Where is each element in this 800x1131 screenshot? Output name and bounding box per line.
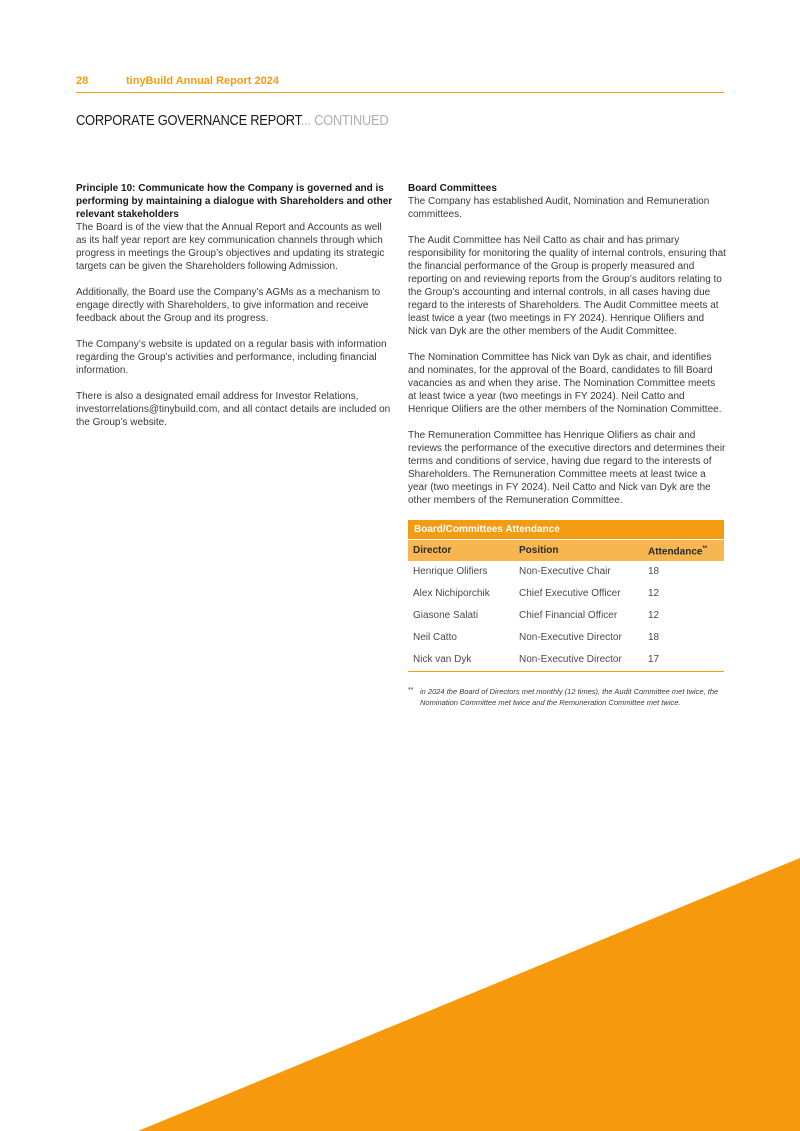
right-paragraph: The Nomination Committee has Nick van Dyk as chair, and identifies and nominates, for the approval of the Board, candidates to fill Board vacancies as and when they arise. The Nomination Committee meets at least twice a year (two meetings in FY 2024). Neil Catto and Henrique Olifiers are the other members of the Nomination Committee. bbox=[408, 352, 722, 415]
principle-10-heading: Principle 10: Communicate how the Company is governed and is performing by maintaining a dialogue with Shareholders and other relevant stakeholders bbox=[76, 183, 393, 220]
director-attendance: 17 bbox=[643, 649, 724, 672]
director-attendance: 18 bbox=[648, 632, 660, 644]
director-name: Henrique Olifiers bbox=[413, 566, 488, 578]
right-paragraph: The Company has established Audit, Nomination and Remuneration committees. bbox=[408, 196, 710, 220]
section-title bbox=[76, 112, 388, 129]
director-name: Giasone Salati bbox=[413, 610, 479, 622]
director-position: Chief Executive Officer bbox=[519, 588, 621, 600]
table-row bbox=[408, 627, 724, 649]
director-name: Nick van Dyk bbox=[408, 649, 514, 672]
attendance-label: Attendance bbox=[648, 546, 703, 558]
board-committees-heading: Board Committees bbox=[408, 183, 497, 194]
director-attendance: 18 bbox=[648, 566, 660, 578]
footnote-mark: ** bbox=[408, 687, 414, 695]
director-name: Neil Catto bbox=[413, 632, 457, 644]
left-paragraph: The Board is of the view that the Annual Report and Accounts as well as its half year report are key communication channels through which progress in meetings the Group’s objectives and updating its strategic targets can be given the Shareholders following Admission. bbox=[76, 222, 385, 272]
section-title-continued: ... CONTINUED bbox=[300, 112, 389, 129]
director-name: Alex Nichiporchik bbox=[413, 588, 490, 600]
attendance-footnote bbox=[408, 686, 726, 708]
table-row bbox=[408, 649, 724, 672]
right-paragraph: The Remuneration Committee has Henrique Olifiers as chair and reviews the performance of the executive directors and determines their terms and conditions of service, having due regard to the interests of Shareholders. The Remuneration Committee meets at least twice a year (two meetings in FY 2024). Neil Catto and Nick van Dyk are the other members of the Remuneration Committee. bbox=[408, 430, 726, 506]
left-paragraph: Additionally, the Board use the Company’s AGMs as a mechanism to engage directly with Shareholders, to give information and receive feedback about the Group and its progress. bbox=[76, 287, 381, 324]
director-attendance: 12 bbox=[648, 588, 660, 600]
table-row bbox=[408, 561, 724, 583]
attendance-header-row bbox=[408, 540, 724, 561]
page-number: 28 bbox=[76, 75, 89, 87]
right-paragraph: The Audit Committee has Neil Catto as chair and has primary responsibility for monitoring the quality of internal controls, ensuring that the financial performance of the Group is properly measured and reporting on and reviewing reports from the Group’s auditors relating to the Group’s accounting and internal controls, in all cases having due regard to the interests of Shareholders. The Audit Committee meets at least twice a year (two meetings in FY 2024). Henrique Olifiers and Nick van Dyk are the other members of the Audit Committee. bbox=[408, 235, 726, 337]
director-position: Non-Executive Director bbox=[514, 649, 643, 672]
attendance-footnote-mark: ** bbox=[702, 546, 708, 552]
table-row bbox=[408, 605, 724, 627]
director-attendance: 12 bbox=[648, 610, 660, 622]
table-row bbox=[408, 583, 724, 605]
attendance-table-caption: Board/Committees Attendance bbox=[408, 520, 724, 540]
column-header-director: Director bbox=[408, 540, 514, 561]
director-position: Chief Financial Officer bbox=[519, 610, 618, 622]
director-position: Non-Executive Director bbox=[519, 632, 622, 644]
left-column bbox=[76, 182, 394, 442]
footnote-text: in 2024 the Board of Directors met monthly (12 times), the Audit Committee met twice, the Nomination Committee met twice and the Remuneration Committee met twice. bbox=[420, 687, 719, 708]
column-header-position: Position bbox=[514, 540, 643, 561]
left-paragraph: There is also a designated email address for Investor Relations, investorrelations@tinybuild.com, and all contact details are included on the Group’s website. bbox=[76, 391, 391, 428]
report-title: tinyBuild Annual Report 2024 bbox=[126, 75, 280, 87]
director-position: Non-Executive Chair bbox=[519, 566, 611, 578]
attendance-table bbox=[408, 520, 724, 672]
page-header bbox=[76, 73, 724, 93]
left-paragraph: The Company’s website is updated on a regular basis with information regarding the Group’s activities and performance, including financial information. bbox=[76, 339, 387, 376]
right-column bbox=[408, 182, 726, 708]
column-header-attendance bbox=[643, 540, 724, 561]
section-title-text: CORPORATE GOVERNANCE REPORT bbox=[76, 112, 301, 129]
